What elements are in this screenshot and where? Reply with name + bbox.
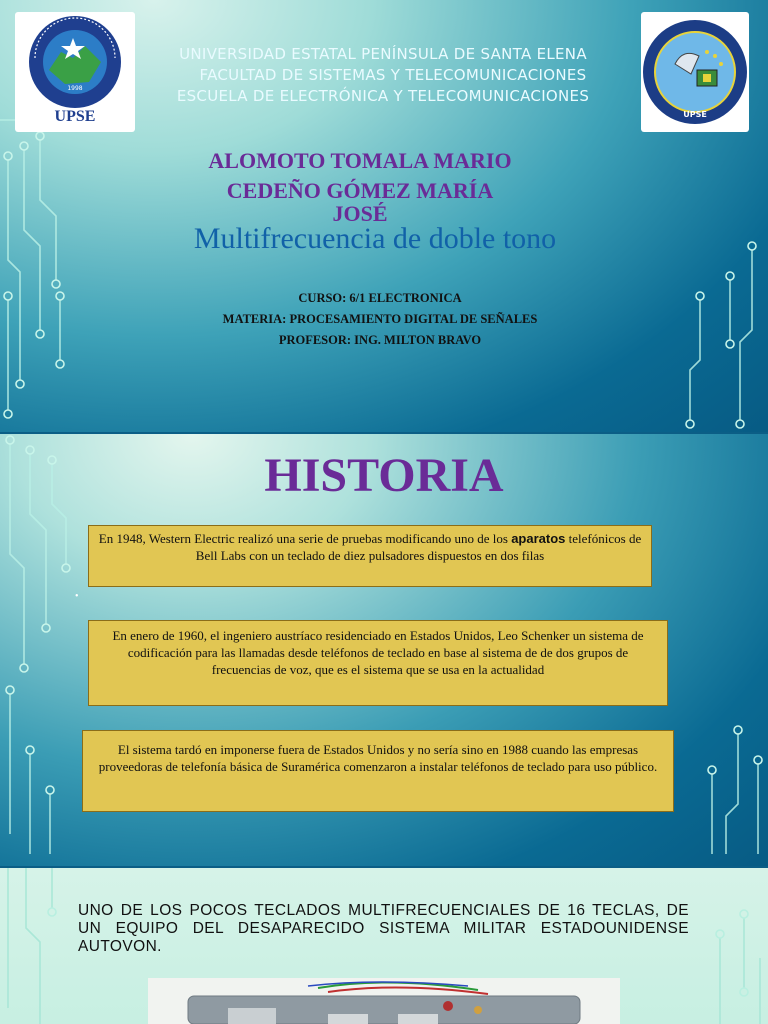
school-logo-label: UPSE <box>683 110 707 119</box>
upse-logo-label: UPSE <box>54 108 96 125</box>
professor-line: PROFESOR: ING. MILTON BRAVO <box>278 333 482 347</box>
course-line: CURSO: 6/1 ELECTRONICA <box>298 291 462 305</box>
author-line: ALOMOTO TOMALA MARIO <box>208 148 512 173</box>
box1-text-b: telefónicos de Bell Labs con un teclado de diez pulsadores dispuestos en dos filas <box>195 531 642 563</box>
upse-university-logo <box>15 12 135 132</box>
university-name: UNIVERSIDAD ESTATAL PENÍNSULA DE SANTA ELENA <box>179 45 587 63</box>
keyboard-slide <box>0 868 768 1024</box>
author-line: CEDEÑO GÓMEZ MARÍA <box>226 178 494 203</box>
history-slide <box>0 434 768 866</box>
history-box-1960: En enero de 1960, el ingeniero austríaco residenciado en Estados Unidos, Leo Schenker un sistema de codificación para las llamadas desde teléfonos de teclado en base al sistema de de dos grupos de frecuencias de voz, que es el sistema que se usa en la actualidad <box>88 620 668 706</box>
box1-text-a: En 1948, Western Electric realizó una serie de pruebas modificando uno de los <box>98 531 512 546</box>
bullet-mark: • <box>75 591 79 602</box>
history-box-1948 <box>88 525 652 587</box>
history-box-1988: El sistema tardó en imponerse fuera de Estados Unidos y no sería sino en 1988 cuando las empresas proveedoras de telefonía básica de Suramérica comenzaron a instalar teléfonos de teclado para uso público. <box>82 730 674 812</box>
course-info <box>120 288 640 351</box>
electronics-school-logo <box>641 12 749 132</box>
authors <box>150 146 570 226</box>
faculty-name: FACULTAD DE SISTEMAS Y TELECOMUNICACIONES <box>199 66 587 84</box>
section-heading: HISTORIA <box>264 449 504 502</box>
title-slide <box>0 0 768 432</box>
image-caption: UNO DE LOS POCOS TECLADOS MULTIFRECUENCIALES DE 16 TECLAS, DE UN EQUIPO DEL DESAPARECIDO SISTEMA MILITAR ESTADOUNIDENSE AUTOVON. <box>78 902 689 955</box>
subject-line: MATERIA: PROCESAMIENTO DIGITAL DE SEÑALES <box>222 312 538 326</box>
school-name: ESCUELA DE ELECTRÓNICA Y TELECOMUNICACIONES <box>176 87 590 105</box>
keypad-photo <box>148 978 620 1024</box>
box1-bold-word: aparatos <box>511 531 566 546</box>
institution-header <box>138 44 628 107</box>
presentation-title: Multifrecuencia de doble tono <box>193 222 557 255</box>
author-line: JOSÉ <box>332 201 388 226</box>
svg-text:1998: 1998 <box>67 85 83 92</box>
